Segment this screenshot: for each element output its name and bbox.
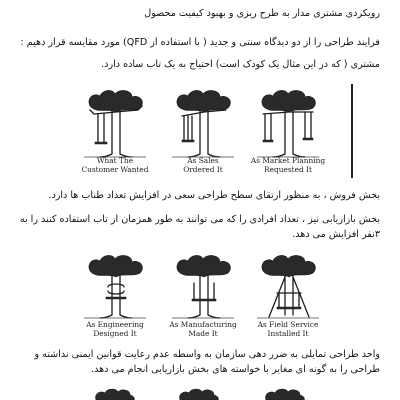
- paragraph-marketing: بخش بازاریابی نیز ، تعداد افرادی را که می توانند به طور همزمان از تاب استفاده کنند را به ۳نفر افزایش می دهد.: [19, 214, 380, 240]
- caption-engineering-designed: As Engineering Designed It: [86, 320, 144, 338]
- tree-swing-marketing-illustration: [255, 88, 321, 158]
- vertical-rule: [351, 84, 353, 178]
- tree-swing-manufacturing-illustration: [170, 253, 236, 319]
- tree-swing-field-service-illustration: [255, 253, 321, 319]
- caption-customer-wanted: What The Customer Wanted: [81, 156, 149, 174]
- tree-crown-partial-middle: [176, 388, 220, 400]
- caption-sales-ordered: As Sales Ordered It: [183, 156, 223, 174]
- paragraph-intro: رویکردی مشتری مدار به طرح ریزی و بهبود کیفیت محصول: [144, 8, 380, 19]
- tree-swing-customer-illustration: [82, 88, 148, 158]
- caption-market-planning: As Market Planning Requested It: [250, 156, 326, 174]
- tree-crown-partial-right: [262, 388, 306, 400]
- caption-field-service-installed: As Field Service Installed It: [257, 320, 319, 338]
- caption-manufacturing-made: As Manufacturing Made It: [169, 320, 237, 338]
- paragraph-design-unit: واحد طراحی تمایلی به ضرر دهی سازمان به واسطه عدم رعایت قوانین ایمنی نداشته و طراحی را به گونه ای مغایر با خواسته های بخش بازاریابی انجام می دهد.: [34, 349, 380, 375]
- tree-swing-engineering-illustration: [82, 253, 148, 319]
- paragraph-customer: مشتری ( که در این مثال یک کودک است) احتیاج به یک تاب ساده دارد.: [101, 59, 380, 70]
- paragraph-sales: بخش فروش ، به منظور ارتقای سطح طراحی سعی در افزایش تعداد طناب ها دارد.: [48, 190, 380, 201]
- tree-swing-sales-illustration: [170, 88, 236, 158]
- tree-crown-partial-left: [92, 388, 136, 400]
- paragraph-comparison: فرایند طراحی را از دو دیدگاه سنتی و جدید ( با استفاده از QFD) مورد مقایسه قرار دهیم :: [20, 37, 380, 48]
